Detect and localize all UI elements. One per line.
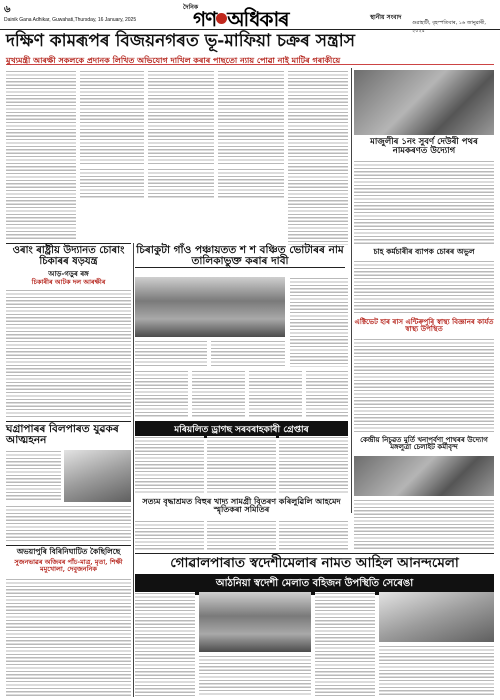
- ration-headline: সত্যম বৃদ্ধাশ্ৰমত বিহুৰ খাদ্য সামগ্ৰী বিতৰণ কৰিলুৱিলি আহমেদ স্মৃতিকৰা সমিতিৰ: [142, 496, 341, 515]
- chirakuta-body-3: [211, 340, 285, 367]
- left-story2-photo: [64, 450, 131, 502]
- newspaper-logo: [175, 2, 325, 31]
- right-story-photo: [354, 70, 494, 135]
- lead-headline: দক্ষিণ কামৰূপৰ বিজয়নগৰত ভূ-মাফিয়া চক্ৰৰ সন্ত্ৰাস: [6, 31, 355, 51]
- lead-body-col2b: [80, 168, 144, 198]
- goalpara-body-1: [135, 592, 195, 696]
- dateline: Dainik Gana Adhikar, Guwahati,Thursday, 16 January, 2025: [4, 17, 137, 23]
- logo-title: গণ অধিকাৰ: [193, 7, 289, 31]
- arrest-headline: মৰিয়লিত ড্ৰাগছ সৰবৰাহকাৰী গ্ৰেপ্তাৰ: [135, 421, 348, 438]
- chirakuta-body-2: [135, 340, 207, 367]
- divider: [6, 545, 131, 546]
- masthead: [0, 0, 500, 34]
- divider: [6, 243, 131, 244]
- medical-body: [354, 338, 494, 433]
- arrest-body-1: [135, 436, 204, 494]
- right-story-body: [354, 160, 494, 245]
- arrest-body-2: [207, 436, 276, 494]
- theft-headline: চাহ কৰ্মচাৰীৰ ব্যাপক চোৰৰ অভুল: [373, 247, 475, 256]
- mid-body-2: [192, 370, 245, 418]
- goalpara-body-4: [379, 645, 494, 696]
- left-story1-body: [6, 289, 131, 419]
- left-story2-body-1: [6, 450, 61, 502]
- chirakuta-photo: [135, 277, 285, 337]
- ration-body-3: [279, 520, 348, 550]
- bangaigaon-body: [6, 578, 131, 696]
- page-number: ৬: [4, 4, 11, 15]
- medical-headline: এক্টিভেট হাৰ ৰাস এন্টিৰুপুৰি স্বাস্থ্য বিজ্ঞানৰ কাৰ্যত স্বাস্থ্য উপস্থিত: [354, 317, 494, 334]
- ration-body-2: [207, 520, 276, 550]
- divider: [135, 553, 494, 554]
- left-story2-headline: ঘগ্ৰাপাৰৰ বিলপাৰত যুৱকৰ আত্মহনন: [6, 423, 119, 447]
- lead-body-col4: [218, 70, 284, 165]
- goalpara-body-2: [199, 655, 311, 696]
- mid-body-4: [306, 370, 348, 418]
- theft-body: [354, 260, 494, 315]
- section-label: স্থানীয় সংবাদ: [370, 14, 402, 21]
- logo-small-text: দৈনিক: [183, 5, 199, 11]
- arrest-body-3: [279, 436, 348, 494]
- lead-subhead: মুখ্যমন্ত্ৰী আৰক্ষী সকলকে প্ৰদানক লিখিত অভিযোগ দাখিল কৰাৰ পাছতো ন্যায় পোৱা নাই মাটিৰ গৰাকীয়ে: [6, 56, 494, 65]
- left-story1-subhead: আড়-গড়ুৰ ৰঙ্গ: [48, 269, 89, 278]
- goalpara-photo-1: [199, 592, 311, 652]
- native-date: গুৱাহাটী, বৃহস্পতিবাৰ, ১৬ জানুৱাৰী, ২০২৫: [412, 20, 486, 34]
- ration-body-1: [135, 520, 204, 550]
- bangaigaon-headline: অভয়াপুৰি বিৰিনিঘাটিত কৈছিলিছে: [16, 547, 121, 556]
- column-rule: [351, 68, 352, 513]
- lead-body-col2: [80, 70, 144, 165]
- hospital-body: [354, 499, 494, 549]
- left-story2-body-2: [6, 505, 131, 543]
- left-story1-headline: ওৰাং ৰাষ্ট্ৰীয় উদ্যানত চোৰাং চিকাৰৰ ষড়যন্ত্ৰ: [12, 245, 125, 267]
- bangaigaon-subhead: সুজনভাৱৰ অজিবৰ পাঁচ-মাত্ৰ, মৃতা, শিক্ষী মমুখোলা, দেবুজননিক: [14, 558, 123, 573]
- mid-body-1: [135, 370, 188, 418]
- mid-body-3: [249, 370, 302, 418]
- lead-body-col5: [288, 70, 348, 245]
- lead-body-col4b: [218, 168, 284, 198]
- goalpara-photo-2: [379, 592, 494, 642]
- chirakuta-headline: চিৰাকুটা গাঁও পঞ্চায়তত শ শ বঞ্চিত ভোটাৰৰ নাম তালিকাভুক্ত কৰাৰ দাবী: [136, 244, 344, 268]
- divider: [6, 421, 131, 422]
- column-rule: [133, 243, 134, 697]
- goalpara-banner: আঠনিয়া স্বদেশী মেলাত বহিজন উপস্থিতি সেৰেঙা: [135, 574, 494, 595]
- lead-body-col3: [148, 70, 214, 165]
- hospital-photo: [354, 456, 494, 496]
- logo-dot-icon: [216, 13, 227, 24]
- goalpara-headline: গোৱালপাৰাত স্বদেশীমেলাৰ নামত আহিল আনন্দমেলা: [170, 555, 459, 571]
- chirakuta-body-1: [290, 277, 348, 367]
- lead-body-col3b: [148, 168, 214, 198]
- lead-body-col1: [6, 70, 76, 240]
- left-story1-kicker: চিকাৰীৰ আটক দল আৰক্ষীৰ: [31, 278, 106, 286]
- right-story-headline: মাজুলীৰ ১নং সুবৰ্ণ দেউৰী পথৰ নামকৰণত উদ্যোগ: [370, 137, 478, 156]
- hospital-headline: কেন্দ্ৰীয় নিচুৱত মুৰ্তি খনাপৰ্বণা পাথৰৰ উদ্যোগ মঙ্গলুত্ৰা চেলাইট কৰ্মীবৃন্দ: [360, 435, 488, 452]
- goalpara-body-3: [315, 592, 375, 696]
